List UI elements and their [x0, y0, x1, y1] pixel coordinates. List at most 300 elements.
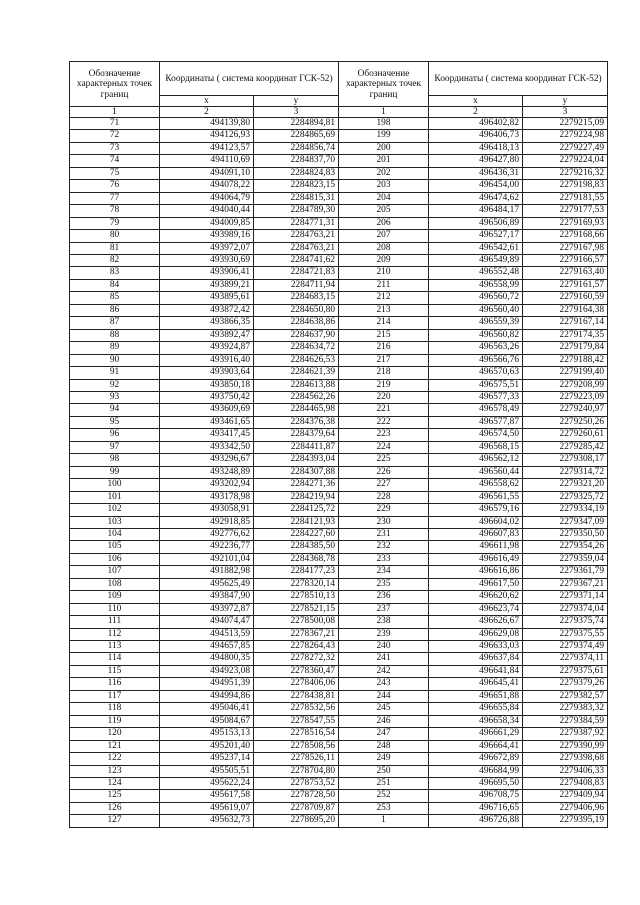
table-row	[70, 665, 608, 677]
x-coordinate-right: 496566,76	[429, 354, 523, 366]
y-coordinate-left: 2284824,83	[254, 167, 339, 179]
point-id-right: 248	[339, 740, 429, 752]
x-coordinate-left: 493924,87	[160, 342, 254, 354]
point-id-left: 83	[70, 267, 160, 279]
x-coordinate-left: 494513,59	[160, 628, 254, 640]
x-coordinate-right: 496607,83	[429, 528, 523, 540]
x-coordinate-left: 492236,77	[160, 541, 254, 553]
y-coordinate-left: 2278272,32	[254, 653, 339, 665]
point-id-left: 75	[70, 167, 160, 179]
point-id-left: 96	[70, 429, 160, 441]
y-coordinate-left: 2284626,53	[254, 354, 339, 366]
point-id-left: 84	[70, 279, 160, 291]
x-coordinate-left: 494074,47	[160, 616, 254, 628]
point-id-right: 253	[339, 802, 429, 814]
x-coordinate-right: 496651,88	[429, 690, 523, 702]
y-coordinate-left: 2284385,50	[254, 541, 339, 553]
table-row	[70, 578, 608, 590]
point-id-right: 231	[339, 528, 429, 540]
point-id-right: 219	[339, 379, 429, 391]
x-coordinate-left: 493930,69	[160, 254, 254, 266]
y-coordinate-left: 2284271,36	[254, 479, 339, 491]
table-row	[70, 391, 608, 403]
x-coordinate-right: 496506,89	[429, 217, 523, 229]
x-coordinate-right: 496484,17	[429, 205, 523, 217]
x-coordinate-right: 496716,65	[429, 802, 523, 814]
x-coordinate-right: 496552,48	[429, 267, 523, 279]
point-id-left: 104	[70, 528, 160, 540]
x-header-right: x	[429, 96, 523, 107]
y-coordinate-right: 2279321,20	[523, 479, 608, 491]
table-row	[70, 628, 608, 640]
table-row	[70, 254, 608, 266]
y-coordinate-left: 2284763,21	[254, 242, 339, 254]
point-id-right: 238	[339, 616, 429, 628]
x-coordinate-left: 495622,24	[160, 778, 254, 790]
x-coordinate-left: 495619,07	[160, 802, 254, 814]
x-coordinate-right: 496726,88	[429, 815, 523, 827]
table-row	[70, 329, 608, 341]
x-coordinate-right: 496616,49	[429, 553, 523, 565]
x-coordinate-right: 496563,26	[429, 342, 523, 354]
point-id-right: 208	[339, 242, 429, 254]
y-coordinate-right: 2279198,83	[523, 180, 608, 192]
point-id-left: 114	[70, 653, 160, 665]
table-row	[70, 192, 608, 204]
point-id-left: 77	[70, 192, 160, 204]
table-row	[70, 267, 608, 279]
x-coordinate-right: 496645,41	[429, 678, 523, 690]
point-id-right: 240	[339, 641, 429, 653]
table-row	[70, 728, 608, 740]
column-number-row	[70, 107, 608, 118]
y-coordinate-right: 2279374,49	[523, 641, 608, 653]
x-coordinate-left: 492776,62	[160, 528, 254, 540]
x-coordinate-left: 494064,79	[160, 192, 254, 204]
x-coordinate-left: 494994,86	[160, 690, 254, 702]
table-row	[70, 603, 608, 615]
x-coordinate-right: 496575,51	[429, 379, 523, 391]
y-coordinate-left: 2278753,52	[254, 778, 339, 790]
x-coordinate-left: 493202,94	[160, 479, 254, 491]
point-id-right: 224	[339, 441, 429, 453]
point-id-left: 112	[70, 628, 160, 640]
y-coordinate-right: 2279375,61	[523, 665, 608, 677]
column-number: 2	[429, 107, 523, 118]
table-row	[70, 230, 608, 242]
y-coordinate-left: 2278406,06	[254, 678, 339, 690]
x-coordinate-left: 494923,08	[160, 665, 254, 677]
point-id-right: 210	[339, 267, 429, 279]
y-coordinate-left: 2278728,50	[254, 790, 339, 802]
x-coordinate-right: 496561,55	[429, 491, 523, 503]
y-coordinate-right: 2279334,19	[523, 504, 608, 516]
point-id-left: 120	[70, 728, 160, 740]
point-id-right: 209	[339, 254, 429, 266]
x-coordinate-left: 493417,45	[160, 429, 254, 441]
y-coordinate-right: 2279285,42	[523, 441, 608, 453]
table-row	[70, 753, 608, 765]
x-coordinate-right: 496604,02	[429, 516, 523, 528]
x-coordinate-left: 494110,69	[160, 155, 254, 167]
x-header-left: x	[160, 96, 254, 107]
x-coordinate-left: 493750,42	[160, 391, 254, 403]
x-coordinate-right: 496436,31	[429, 167, 523, 179]
x-coordinate-left: 495201,40	[160, 740, 254, 752]
x-coordinate-left: 494123,57	[160, 142, 254, 154]
y-coordinate-left: 2278367,21	[254, 628, 339, 640]
x-coordinate-right: 496474,62	[429, 192, 523, 204]
y-coordinate-right: 2279314,72	[523, 466, 608, 478]
x-coordinate-right: 496454,00	[429, 180, 523, 192]
point-id-left: 85	[70, 292, 160, 304]
point-id-right: 207	[339, 230, 429, 242]
point-id-left: 95	[70, 416, 160, 428]
y-coordinate-right: 2279406,33	[523, 765, 608, 777]
point-id-left: 119	[70, 715, 160, 727]
point-id-right: 228	[339, 491, 429, 503]
y-coordinate-left: 2284637,90	[254, 329, 339, 341]
table-row	[70, 441, 608, 453]
table-row	[70, 342, 608, 354]
x-coordinate-right: 496560,72	[429, 292, 523, 304]
y-coordinate-left: 2284721,83	[254, 267, 339, 279]
point-id-left: 123	[70, 765, 160, 777]
y-coordinate-left: 2284613,88	[254, 379, 339, 391]
table-row	[70, 404, 608, 416]
point-id-right: 222	[339, 416, 429, 428]
point-id-left: 115	[70, 665, 160, 677]
y-coordinate-right: 2279227,49	[523, 142, 608, 154]
y-coordinate-right: 2279168,66	[523, 230, 608, 242]
x-coordinate-right: 496658,34	[429, 715, 523, 727]
point-id-left: 93	[70, 391, 160, 403]
x-coordinate-left: 491882,98	[160, 566, 254, 578]
table-row	[70, 815, 608, 827]
x-coordinate-left: 492918,85	[160, 516, 254, 528]
y-coordinate-right: 2279395,19	[523, 815, 608, 827]
point-id-right: 223	[339, 429, 429, 441]
table-row	[70, 528, 608, 540]
y-coordinate-right: 2279164,38	[523, 304, 608, 316]
point-id-right: 204	[339, 192, 429, 204]
y-coordinate-left: 2278360,47	[254, 665, 339, 677]
x-coordinate-right: 496661,29	[429, 728, 523, 740]
point-id-left: 81	[70, 242, 160, 254]
table-row	[70, 167, 608, 179]
x-coordinate-right: 496406,73	[429, 130, 523, 142]
x-coordinate-left: 493248,89	[160, 466, 254, 478]
x-coordinate-left: 493906,41	[160, 267, 254, 279]
x-coordinate-left: 494126,93	[160, 130, 254, 142]
point-id-right: 214	[339, 317, 429, 329]
y-coordinate-left: 2284763,21	[254, 230, 339, 242]
point-id-right: 244	[339, 690, 429, 702]
x-coordinate-left: 494951,39	[160, 678, 254, 690]
x-coordinate-right: 496560,40	[429, 304, 523, 316]
point-id-right: 211	[339, 279, 429, 291]
y-coordinate-left: 2284177,23	[254, 566, 339, 578]
point-id-right: 226	[339, 466, 429, 478]
point-id-right: 206	[339, 217, 429, 229]
y-coordinate-right: 2279375,55	[523, 628, 608, 640]
x-coordinate-left: 495046,41	[160, 703, 254, 715]
y-coordinate-right: 2279398,68	[523, 753, 608, 765]
point-id-left: 126	[70, 802, 160, 814]
x-coordinate-left: 493972,07	[160, 242, 254, 254]
y-coordinate-right: 2279382,57	[523, 690, 608, 702]
table-row	[70, 454, 608, 466]
x-coordinate-right: 496672,89	[429, 753, 523, 765]
x-coordinate-right: 496629,08	[429, 628, 523, 640]
table-row	[70, 553, 608, 565]
y-coordinate-left: 2278508,56	[254, 740, 339, 752]
y-coordinate-right: 2279371,14	[523, 591, 608, 603]
x-coordinate-left: 493461,65	[160, 416, 254, 428]
x-coordinate-right: 496616,86	[429, 566, 523, 578]
y-coordinate-left: 2284562,26	[254, 391, 339, 403]
x-coordinate-right: 496641,84	[429, 665, 523, 677]
point-id-left: 103	[70, 516, 160, 528]
point-id-left: 99	[70, 466, 160, 478]
x-coordinate-right: 496560,44	[429, 466, 523, 478]
y-coordinate-left: 2284741,62	[254, 254, 339, 266]
point-id-left: 107	[70, 566, 160, 578]
document-page	[69, 61, 607, 828]
table-row	[70, 317, 608, 329]
point-id-left: 74	[70, 155, 160, 167]
point-id-left: 71	[70, 118, 160, 130]
x-coordinate-right: 496558,62	[429, 479, 523, 491]
point-id-right: 221	[339, 404, 429, 416]
y-coordinate-left: 2284634,72	[254, 342, 339, 354]
y-coordinate-left: 2284465,98	[254, 404, 339, 416]
y-coordinate-left: 2284376,38	[254, 416, 339, 428]
point-id-left: 116	[70, 678, 160, 690]
x-coordinate-left: 493866,35	[160, 317, 254, 329]
y-coordinate-right: 2279160,59	[523, 292, 608, 304]
y-coordinate-right: 2279379,26	[523, 678, 608, 690]
y-coordinate-left: 2284411,87	[254, 441, 339, 453]
point-id-right: 200	[339, 142, 429, 154]
table-row	[70, 118, 608, 130]
y-coordinate-left: 2284894,81	[254, 118, 339, 130]
y-coordinate-right: 2279374,11	[523, 653, 608, 665]
table-row	[70, 778, 608, 790]
x-coordinate-left: 495237,14	[160, 753, 254, 765]
point-id-left: 76	[70, 180, 160, 192]
point-id-right: 216	[339, 342, 429, 354]
y-coordinate-right: 2279390,99	[523, 740, 608, 752]
y-coordinate-right: 2279169,93	[523, 217, 608, 229]
y-coordinate-right: 2279383,32	[523, 703, 608, 715]
x-coordinate-right: 496578,49	[429, 404, 523, 416]
column-number: 1	[70, 107, 160, 118]
point-id-right: 236	[339, 591, 429, 603]
table-row	[70, 205, 608, 217]
point-id-right: 237	[339, 603, 429, 615]
y-coordinate-right: 2279174,35	[523, 329, 608, 341]
y-coordinate-right: 2279163,40	[523, 267, 608, 279]
point-id-right: 247	[339, 728, 429, 740]
y-header-right: y	[523, 96, 608, 107]
table-row	[70, 479, 608, 491]
point-id-right: 232	[339, 541, 429, 553]
x-coordinate-left: 493609,69	[160, 404, 254, 416]
x-coordinate-right: 496655,84	[429, 703, 523, 715]
x-coordinate-right: 496684,99	[429, 765, 523, 777]
y-coordinate-left: 2284219,94	[254, 491, 339, 503]
y-coordinate-right: 2279167,98	[523, 242, 608, 254]
x-coordinate-left: 495632,73	[160, 815, 254, 827]
x-coordinate-left: 495505,51	[160, 765, 254, 777]
point-id-right: 246	[339, 715, 429, 727]
x-coordinate-left: 494657,85	[160, 641, 254, 653]
point-id-left: 124	[70, 778, 160, 790]
x-coordinate-right: 496570,63	[429, 367, 523, 379]
table-row	[70, 541, 608, 553]
coordinates-table	[69, 61, 608, 828]
x-coordinate-left: 492101,04	[160, 553, 254, 565]
y-coordinate-right: 2279181,55	[523, 192, 608, 204]
point-id-right: 249	[339, 753, 429, 765]
point-id-right: 213	[339, 304, 429, 316]
table-row	[70, 466, 608, 478]
coords-column-header-left: Координаты ( система координат ГСК-52)	[160, 62, 339, 96]
y-coordinate-right: 2279361,79	[523, 566, 608, 578]
table-row	[70, 715, 608, 727]
point-id-right: 241	[339, 653, 429, 665]
table-body	[70, 118, 608, 828]
y-coordinate-left: 2278438,81	[254, 690, 339, 702]
y-coordinate-left: 2284650,80	[254, 304, 339, 316]
point-id-left: 121	[70, 740, 160, 752]
point-id-right: 250	[339, 765, 429, 777]
x-coordinate-right: 496577,87	[429, 416, 523, 428]
point-id-right: 1	[339, 815, 429, 827]
x-coordinate-right: 496527,17	[429, 230, 523, 242]
table-row	[70, 292, 608, 304]
point-id-left: 79	[70, 217, 160, 229]
y-coordinate-right: 2279216,32	[523, 167, 608, 179]
y-coordinate-left: 2284121,93	[254, 516, 339, 528]
point-id-left: 117	[70, 690, 160, 702]
point-id-right: 227	[339, 479, 429, 491]
x-coordinate-left: 495625,49	[160, 578, 254, 590]
y-coordinate-left: 2278320,14	[254, 578, 339, 590]
x-coordinate-right: 496568,15	[429, 441, 523, 453]
y-coordinate-left: 2284856,74	[254, 142, 339, 154]
table-row	[70, 504, 608, 516]
header-row	[70, 62, 608, 96]
y-coordinate-left: 2284125,72	[254, 504, 339, 516]
y-coordinate-right: 2279224,04	[523, 155, 608, 167]
table-row	[70, 354, 608, 366]
table-row	[70, 491, 608, 503]
x-coordinate-right: 496558,99	[429, 279, 523, 291]
x-coordinate-right: 496695,50	[429, 778, 523, 790]
x-coordinate-left: 493989,16	[160, 230, 254, 242]
x-coordinate-right: 496579,16	[429, 504, 523, 516]
table-row	[70, 416, 608, 428]
y-coordinate-right: 2279179,84	[523, 342, 608, 354]
y-coordinate-right: 2279177,53	[523, 205, 608, 217]
y-coordinate-right: 2279167,14	[523, 317, 608, 329]
table-row	[70, 367, 608, 379]
column-number: 3	[254, 107, 339, 118]
y-coordinate-right: 2279347,09	[523, 516, 608, 528]
y-coordinate-right: 2279223,09	[523, 391, 608, 403]
point-id-right: 201	[339, 155, 429, 167]
point-id-left: 86	[70, 304, 160, 316]
point-id-left: 72	[70, 130, 160, 142]
y-coordinate-right: 2279387,92	[523, 728, 608, 740]
x-coordinate-right: 496623,74	[429, 603, 523, 615]
x-coordinate-left: 493342,50	[160, 441, 254, 453]
x-coordinate-left: 493903,64	[160, 367, 254, 379]
x-coordinate-left: 493847,90	[160, 591, 254, 603]
point-id-right: 252	[339, 790, 429, 802]
x-coordinate-right: 496617,50	[429, 578, 523, 590]
y-coordinate-left: 2278547,55	[254, 715, 339, 727]
point-id-left: 80	[70, 230, 160, 242]
point-id-left: 127	[70, 815, 160, 827]
y-coordinate-left: 2284307,88	[254, 466, 339, 478]
table-row	[70, 279, 608, 291]
table-row	[70, 790, 608, 802]
y-coordinate-right: 2279350,50	[523, 528, 608, 540]
x-coordinate-left: 495084,67	[160, 715, 254, 727]
point-id-right: 235	[339, 578, 429, 590]
y-coordinate-left: 2278510,13	[254, 591, 339, 603]
point-id-right: 234	[339, 566, 429, 578]
point-id-right: 233	[339, 553, 429, 565]
point-id-right: 245	[339, 703, 429, 715]
point-id-left: 101	[70, 491, 160, 503]
x-coordinate-right: 496708,75	[429, 790, 523, 802]
x-coordinate-right: 496633,03	[429, 641, 523, 653]
x-coordinate-left: 493899,21	[160, 279, 254, 291]
point-id-left: 106	[70, 553, 160, 565]
x-coordinate-left: 495153,13	[160, 728, 254, 740]
point-id-right: 203	[339, 180, 429, 192]
y-coordinate-right: 2279375,74	[523, 616, 608, 628]
point-id-left: 105	[70, 541, 160, 553]
x-coordinate-left: 494009,85	[160, 217, 254, 229]
y-coordinate-right: 2279308,17	[523, 454, 608, 466]
table-row	[70, 566, 608, 578]
table-row	[70, 703, 608, 715]
x-coordinate-left: 494139,80	[160, 118, 254, 130]
y-coordinate-left: 2284393,04	[254, 454, 339, 466]
y-coordinate-right: 2279409,94	[523, 790, 608, 802]
y-coordinate-right: 2279354,26	[523, 541, 608, 553]
y-coordinate-left: 2278709,87	[254, 802, 339, 814]
point-id-left: 102	[70, 504, 160, 516]
y-coordinate-left: 2278516,54	[254, 728, 339, 740]
x-coordinate-right: 496620,62	[429, 591, 523, 603]
y-coordinate-left: 2278526,11	[254, 753, 339, 765]
coords-column-header-right: Координаты ( система координат ГСК-52)	[429, 62, 608, 96]
y-coordinate-right: 2279359,04	[523, 553, 608, 565]
point-id-left: 88	[70, 329, 160, 341]
point-id-right: 215	[339, 329, 429, 341]
x-coordinate-left: 493296,67	[160, 454, 254, 466]
point-id-left: 90	[70, 354, 160, 366]
y-coordinate-right: 2279374,04	[523, 603, 608, 615]
point-id-left: 100	[70, 479, 160, 491]
x-coordinate-left: 494800,35	[160, 653, 254, 665]
